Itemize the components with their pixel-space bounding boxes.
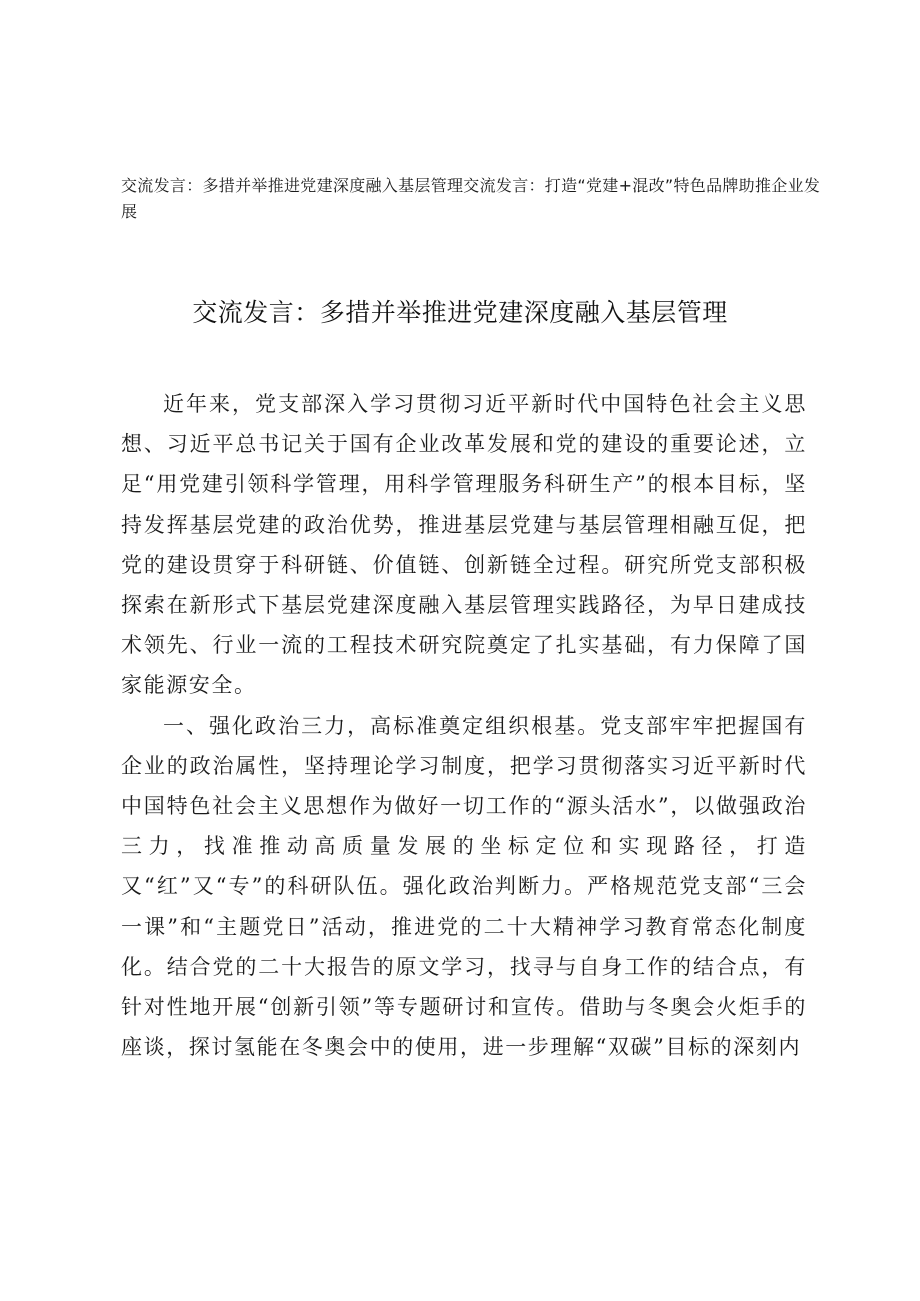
paragraph: 一、强化政治三力，高标准奠定组织根基。党支部牢牢把握国有企业的政治属性，坚持理论学习制度，把学习贯彻落实习近平新时代中国特色社会主义思想作为做好一切工作的“源头活水”，以做强政治三力，找准推动高质量发展的坐标定位和实现路径，打造又“红”又“专”的科研队伍。强化政治判断力。严格规范党支部“三会一课”和“主题党日”活动，推进党的二十大精神学习教育常态化制度化。结合党的二十大报告的原文学习，找寻与自身工作的结合点，有针对性地开展“创新引领”等专题研讨和宣传。借助与冬奥会火炬手的座谈，探讨氢能在冬奥会中的使用，进一步理解“双碳”目标的深刻内 xyxy=(121,713,807,1060)
paragraph: 近年来，党支部深入学习贯彻习近平新时代中国特色社会主义思想、习近平总书记关于国有企业改革发展和党的建设的重要论述，立足“用党建引领科学管理，用科学管理服务科研生产”的根本目标，坚持发挥基层党建的政治优势，推进基层党建与基层管理相融互促，把党的建设贯穿于科研链、价值链、创新链全过程。研究所党支部积极探索在新形式下基层党建深度融入基层管理实践路径，为早日建成技术领先、行业一流的工程技术研究院奠定了扎实基础，有力保障了国家能源安全。 xyxy=(121,392,807,698)
document-heading: 交流发言：多措并举推进党建深度融入基层管理交流发言：打造“党建+混改”特色品牌助推企业发展 xyxy=(121,176,821,221)
document-title: 交流发言：多措并举推进党建深度融入基层管理 xyxy=(192,298,728,327)
document-body xyxy=(121,384,807,1067)
